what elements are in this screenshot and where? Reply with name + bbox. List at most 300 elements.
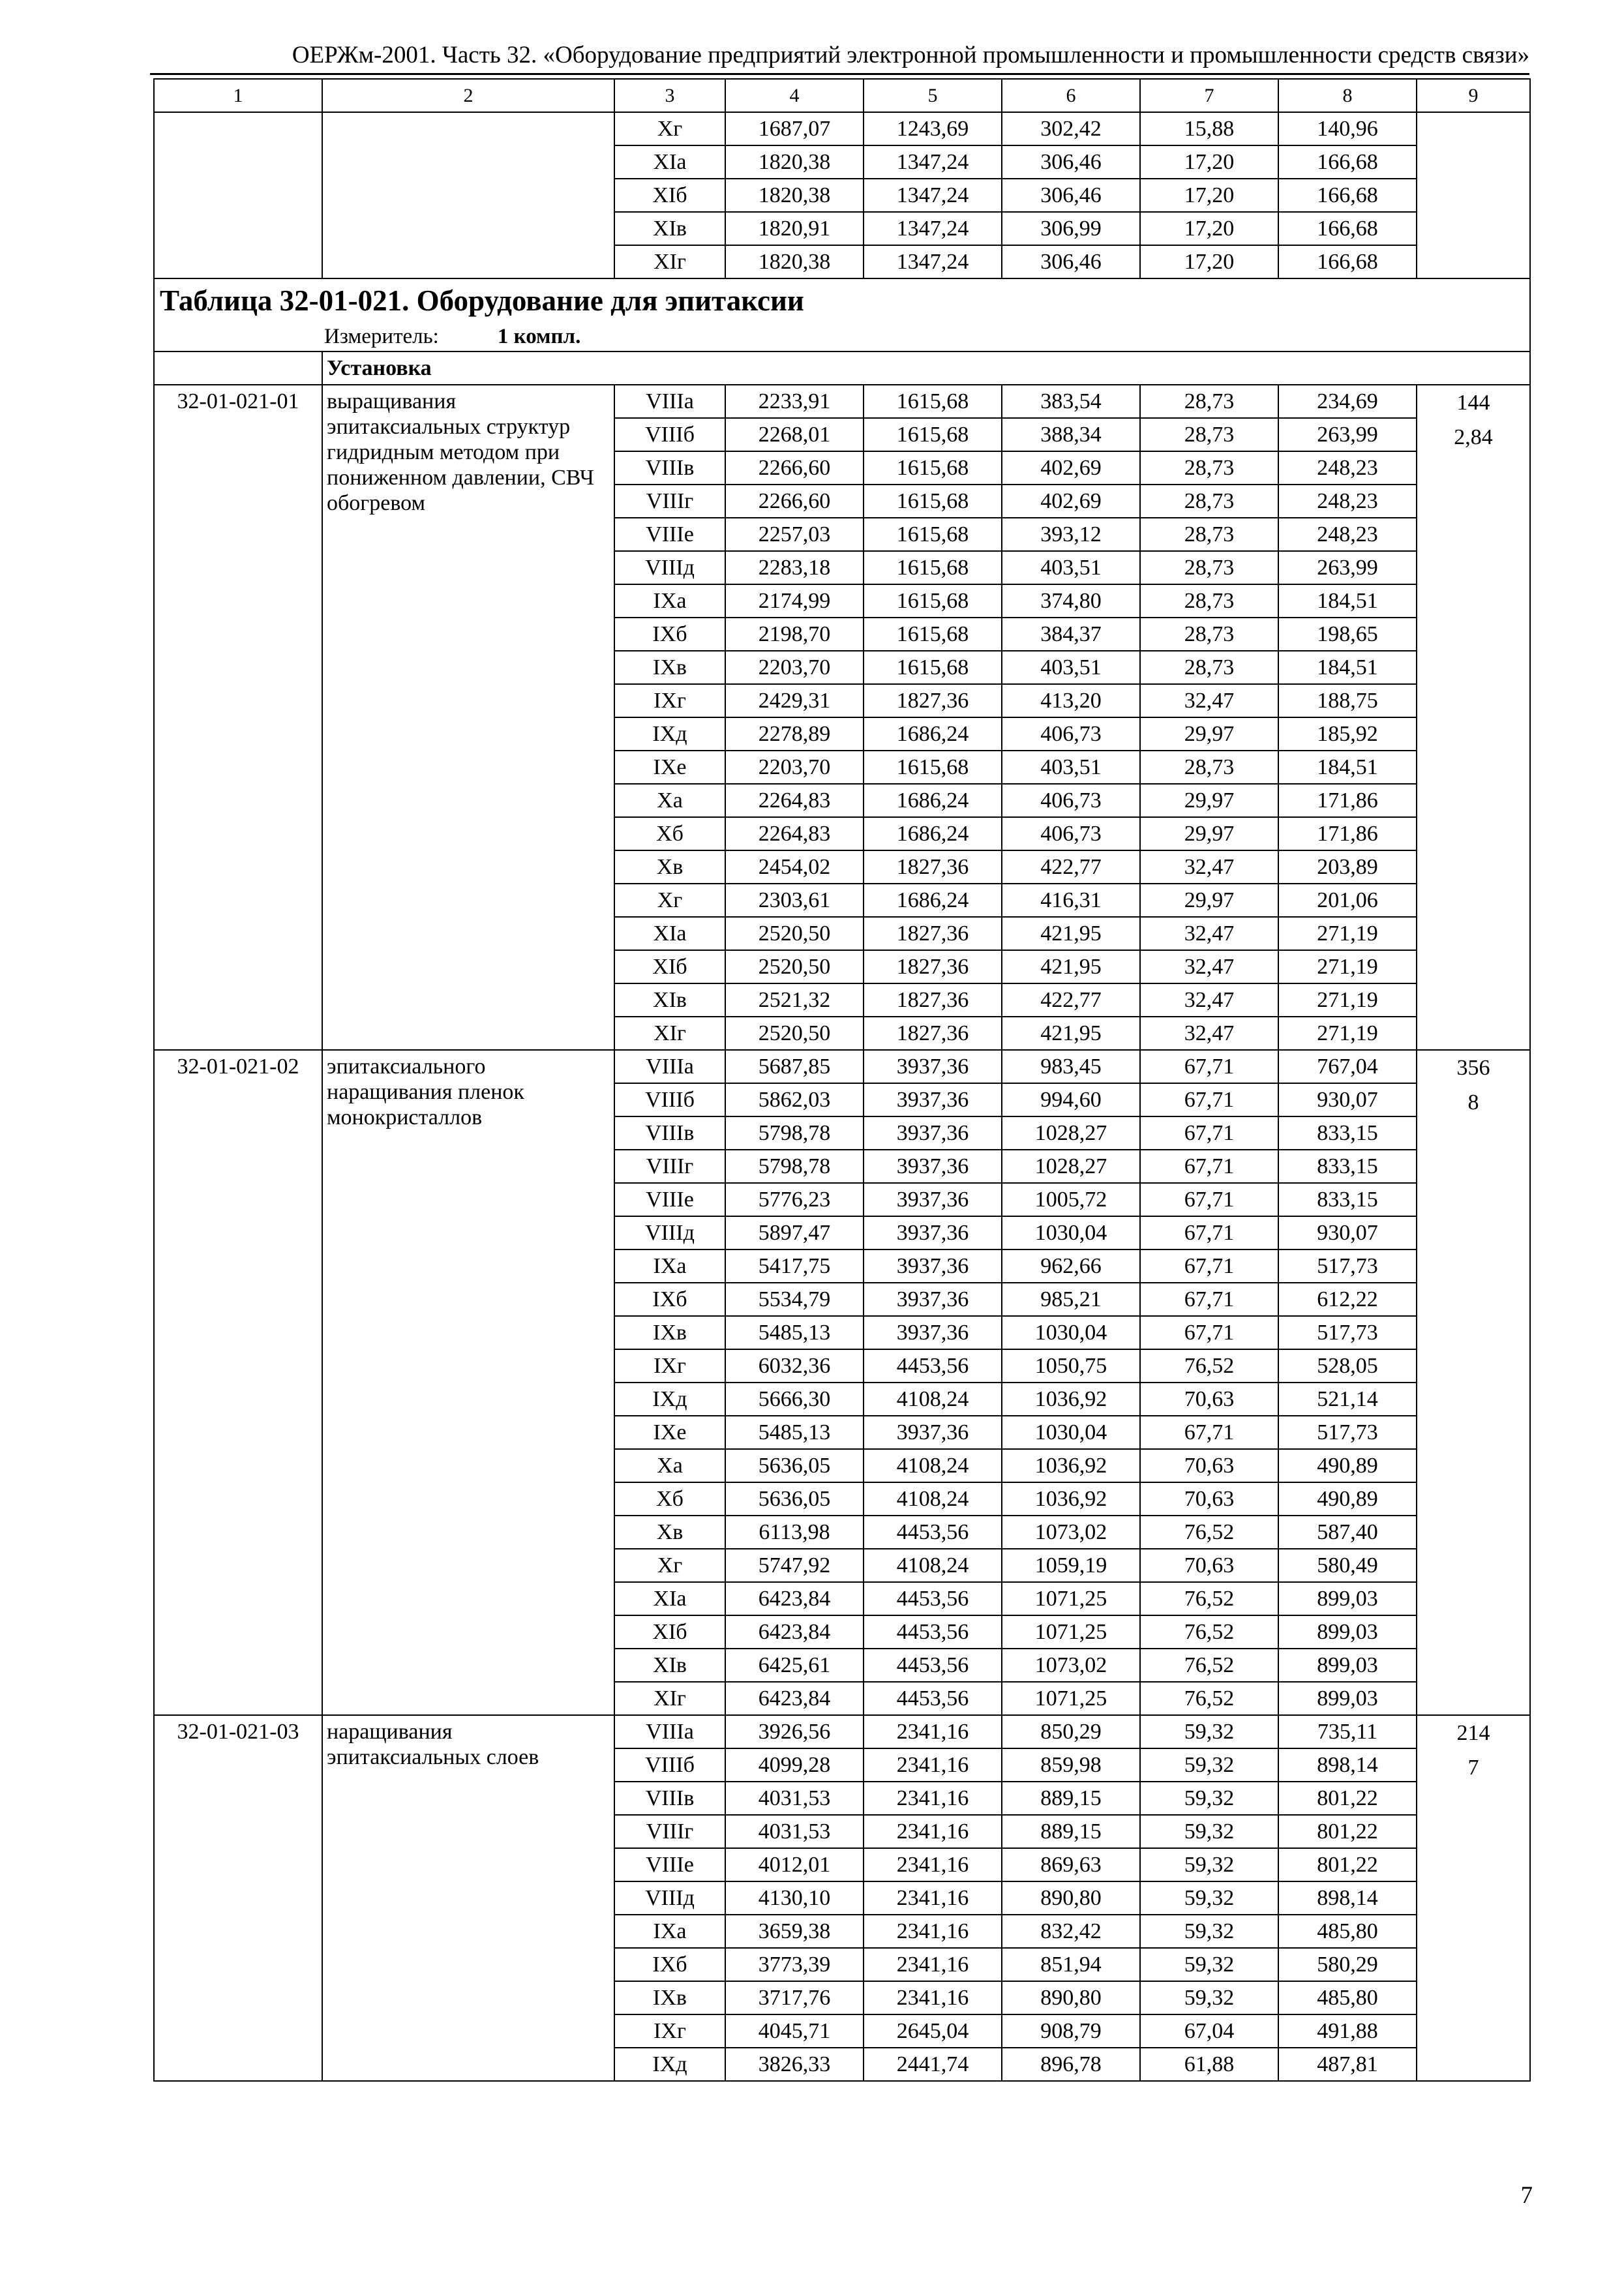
- value-cell: 406,73: [1002, 817, 1140, 850]
- zone-cell: VIIIа: [614, 1715, 725, 1748]
- value-cell: 1615,68: [864, 651, 1002, 684]
- value-cell: 4012,01: [725, 1848, 864, 1881]
- value-cell: 32,47: [1140, 1017, 1278, 1050]
- value-cell: 403,51: [1002, 551, 1140, 584]
- value-cell: 67,71: [1140, 1183, 1278, 1216]
- value-cell: 67,71: [1140, 1216, 1278, 1249]
- zone-cell: XIа: [614, 917, 725, 950]
- value-cell: 2341,16: [864, 1881, 1002, 1915]
- description-cell: выращивания эпитаксиальных структур гидридным методом при пониженном давлении, СВЧ обогревом: [322, 385, 614, 1050]
- value-cell: 171,86: [1278, 817, 1417, 850]
- value-cell: 2341,16: [864, 1815, 1002, 1848]
- value-cell: 2303,61: [725, 884, 864, 917]
- value-cell: 67,71: [1140, 1050, 1278, 1083]
- value-cell: 3937,36: [864, 1150, 1002, 1183]
- value-cell: 2264,83: [725, 817, 864, 850]
- value-cell: 263,99: [1278, 551, 1417, 584]
- value-cell: 517,73: [1278, 1316, 1417, 1349]
- value-cell: 1615,68: [864, 385, 1002, 418]
- zone-cell: VIIIб: [614, 418, 725, 451]
- value-cell: 1036,92: [1002, 1482, 1140, 1516]
- code-cell: [154, 112, 322, 278]
- value-cell: 70,63: [1140, 1482, 1278, 1516]
- zone-cell: VIIIд: [614, 1881, 725, 1915]
- value-cell: 1036,92: [1002, 1449, 1140, 1482]
- value-cell: 59,32: [1140, 1815, 1278, 1848]
- value-cell: 612,22: [1278, 1283, 1417, 1316]
- value-cell: 184,51: [1278, 584, 1417, 618]
- code-cell: 32-01-021-03: [154, 1715, 322, 2081]
- value-cell: 28,73: [1140, 651, 1278, 684]
- value-cell: 1687,07: [725, 112, 864, 145]
- value-cell: 59,32: [1140, 1848, 1278, 1881]
- zone-cell: VIIIе: [614, 518, 725, 551]
- value-cell: 4130,10: [725, 1881, 864, 1915]
- value-cell: 198,65: [1278, 618, 1417, 651]
- value-cell: 1615,68: [864, 451, 1002, 485]
- value-cell: 1028,27: [1002, 1116, 1140, 1150]
- measure-label: Измеритель:: [324, 325, 439, 348]
- value-cell: 1347,24: [864, 145, 1002, 179]
- column-number: 5: [864, 79, 1002, 112]
- table-row: [154, 1715, 1530, 1748]
- column-number: 7: [1140, 79, 1278, 112]
- value-cell: 2341,16: [864, 1915, 1002, 1948]
- value-cell: 1347,24: [864, 212, 1002, 245]
- value-cell: 413,20: [1002, 684, 1140, 717]
- value-cell: 248,23: [1278, 485, 1417, 518]
- value-cell: 15,88: [1140, 112, 1278, 145]
- value-cell: 185,92: [1278, 717, 1417, 751]
- value-cell: 28,73: [1140, 584, 1278, 618]
- section-title: Установка: [322, 352, 1530, 385]
- value-cell: 833,15: [1278, 1116, 1417, 1150]
- value-cell: 403,51: [1002, 651, 1140, 684]
- value-cell: 302,42: [1002, 112, 1140, 145]
- value-cell: 6423,84: [725, 1582, 864, 1615]
- value-cell: 962,66: [1002, 1249, 1140, 1283]
- extra-value: 7: [1467, 1756, 1479, 1780]
- value-cell: 6425,61: [725, 1649, 864, 1682]
- zone-cell: XIг: [614, 1017, 725, 1050]
- value-cell: 930,07: [1278, 1216, 1417, 1249]
- value-cell: 6113,98: [725, 1516, 864, 1549]
- value-cell: 166,68: [1278, 145, 1417, 179]
- value-cell: 28,73: [1140, 751, 1278, 784]
- value-cell: 271,19: [1278, 983, 1417, 1017]
- value-cell: 59,32: [1140, 1782, 1278, 1815]
- value-cell: 1615,68: [864, 518, 1002, 551]
- value-cell: 184,51: [1278, 751, 1417, 784]
- value-cell: 5485,13: [725, 1416, 864, 1449]
- value-cell: 61,88: [1140, 2048, 1278, 2081]
- value-cell: 1615,68: [864, 485, 1002, 518]
- value-cell: 3773,39: [725, 1948, 864, 1981]
- value-cell: 70,63: [1140, 1383, 1278, 1416]
- zone-cell: IXг: [614, 684, 725, 717]
- value-cell: 517,73: [1278, 1249, 1417, 1283]
- value-cell: 32,47: [1140, 917, 1278, 950]
- zone-cell: VIIIб: [614, 1083, 725, 1116]
- value-cell: 5636,05: [725, 1482, 864, 1516]
- value-cell: 17,20: [1140, 212, 1278, 245]
- value-cell: 188,75: [1278, 684, 1417, 717]
- value-cell: 1686,24: [864, 717, 1002, 751]
- value-cell: 4045,71: [725, 2014, 864, 2048]
- value-cell: 76,52: [1140, 1615, 1278, 1649]
- value-cell: 271,19: [1278, 1017, 1417, 1050]
- table-row: [154, 112, 1530, 145]
- value-cell: 1827,36: [864, 684, 1002, 717]
- value-cell: 1686,24: [864, 817, 1002, 850]
- value-cell: 833,15: [1278, 1183, 1417, 1216]
- zone-cell: VIIIг: [614, 485, 725, 518]
- value-cell: 898,14: [1278, 1748, 1417, 1782]
- value-cell: 29,97: [1140, 884, 1278, 917]
- value-cell: 421,95: [1002, 950, 1140, 983]
- value-cell: 59,32: [1140, 1981, 1278, 2014]
- zone-cell: VIIIе: [614, 1183, 725, 1216]
- value-cell: 4453,56: [864, 1649, 1002, 1682]
- table-title-row: [154, 278, 1530, 352]
- value-cell: 421,95: [1002, 917, 1140, 950]
- value-cell: 3937,36: [864, 1416, 1002, 1449]
- value-cell: 2266,60: [725, 485, 864, 518]
- value-cell: 5417,75: [725, 1249, 864, 1283]
- zone-cell: IXе: [614, 1416, 725, 1449]
- value-cell: 1005,72: [1002, 1183, 1140, 1216]
- value-cell: 5666,30: [725, 1383, 864, 1416]
- value-cell: 263,99: [1278, 418, 1417, 451]
- zone-cell: VIIIе: [614, 1848, 725, 1881]
- value-cell: 403,51: [1002, 751, 1140, 784]
- column-number: 8: [1278, 79, 1417, 112]
- value-cell: 4453,56: [864, 1516, 1002, 1549]
- value-cell: 521,14: [1278, 1383, 1417, 1416]
- value-cell: 1071,25: [1002, 1682, 1140, 1715]
- zone-cell: VIIIа: [614, 385, 725, 418]
- column-number: 3: [614, 79, 725, 112]
- value-cell: 5798,78: [725, 1150, 864, 1183]
- value-cell: 388,34: [1002, 418, 1140, 451]
- zone-cell: XIг: [614, 245, 725, 278]
- value-cell: 166,68: [1278, 212, 1417, 245]
- zone-cell: Xв: [614, 1516, 725, 1549]
- value-cell: 994,60: [1002, 1083, 1140, 1116]
- value-cell: 1827,36: [864, 950, 1002, 983]
- value-cell: 3937,36: [864, 1183, 1002, 1216]
- value-cell: 1615,68: [864, 418, 1002, 451]
- value-cell: 1073,02: [1002, 1649, 1140, 1682]
- value-cell: 76,52: [1140, 1649, 1278, 1682]
- value-cell: 3937,36: [864, 1050, 1002, 1083]
- value-cell: 801,22: [1278, 1782, 1417, 1815]
- zone-cell: XIб: [614, 179, 725, 212]
- value-cell: 983,45: [1002, 1050, 1140, 1083]
- value-cell: 1036,92: [1002, 1383, 1140, 1416]
- value-cell: 801,22: [1278, 1848, 1417, 1881]
- value-cell: 6423,84: [725, 1682, 864, 1715]
- value-cell: 580,29: [1278, 1948, 1417, 1981]
- zone-cell: VIIIд: [614, 551, 725, 584]
- value-cell: 4108,24: [864, 1482, 1002, 1516]
- zone-cell: VIIIв: [614, 1116, 725, 1150]
- value-cell: 4453,56: [864, 1682, 1002, 1715]
- value-cell: 2278,89: [725, 717, 864, 751]
- value-cell: 485,80: [1278, 1915, 1417, 1948]
- value-cell: 28,73: [1140, 518, 1278, 551]
- value-cell: 383,54: [1002, 385, 1140, 418]
- value-cell: 2454,02: [725, 850, 864, 884]
- value-cell: 28,73: [1140, 551, 1278, 584]
- zone-cell: Xг: [614, 112, 725, 145]
- zone-cell: IXа: [614, 584, 725, 618]
- value-cell: 4108,24: [864, 1549, 1002, 1582]
- zone-cell: IXв: [614, 1981, 725, 2014]
- value-cell: 59,32: [1140, 1915, 1278, 1948]
- value-cell: 850,29: [1002, 1715, 1140, 1748]
- value-cell: 28,73: [1140, 485, 1278, 518]
- value-cell: 2341,16: [864, 1848, 1002, 1881]
- value-cell: 3937,36: [864, 1216, 1002, 1249]
- value-cell: 1030,04: [1002, 1316, 1140, 1349]
- value-cell: 29,97: [1140, 717, 1278, 751]
- value-cell: 67,71: [1140, 1316, 1278, 1349]
- zone-cell: VIIIг: [614, 1150, 725, 1183]
- value-cell: 1615,68: [864, 551, 1002, 584]
- value-cell: 3926,56: [725, 1715, 864, 1748]
- value-cell: 1686,24: [864, 884, 1002, 917]
- value-cell: 2341,16: [864, 1748, 1002, 1782]
- extra-value: 214: [1456, 1721, 1490, 1745]
- extra-cell: [1417, 385, 1530, 1050]
- value-cell: 1820,38: [725, 145, 864, 179]
- value-cell: 908,79: [1002, 2014, 1140, 2048]
- value-cell: 2198,70: [725, 618, 864, 651]
- value-cell: 2174,99: [725, 584, 864, 618]
- value-cell: 1243,69: [864, 112, 1002, 145]
- value-cell: 2520,50: [725, 1017, 864, 1050]
- value-cell: 234,69: [1278, 385, 1417, 418]
- zone-cell: IXд: [614, 717, 725, 751]
- value-cell: 896,78: [1002, 2048, 1140, 2081]
- zone-cell: IXв: [614, 651, 725, 684]
- value-cell: 899,03: [1278, 1682, 1417, 1715]
- zone-cell: XIв: [614, 983, 725, 1017]
- value-cell: 899,03: [1278, 1582, 1417, 1615]
- value-cell: 4108,24: [864, 1449, 1002, 1482]
- code-cell: 32-01-021-01: [154, 385, 322, 1050]
- value-cell: 1050,75: [1002, 1349, 1140, 1383]
- column-number: 1: [154, 79, 322, 112]
- value-cell: 1827,36: [864, 983, 1002, 1017]
- code-cell: [154, 352, 322, 385]
- zone-cell: IXб: [614, 1948, 725, 1981]
- value-cell: 422,77: [1002, 983, 1140, 1017]
- measure-value: 1 компл.: [497, 325, 581, 348]
- value-cell: 28,73: [1140, 451, 1278, 485]
- description-cell: эпитаксиального наращивания пленок монокристаллов: [322, 1050, 614, 1715]
- value-cell: 2429,31: [725, 684, 864, 717]
- value-cell: 4453,56: [864, 1615, 1002, 1649]
- value-cell: 374,80: [1002, 584, 1140, 618]
- extra-value: 144: [1456, 391, 1490, 415]
- value-cell: 3937,36: [864, 1249, 1002, 1283]
- value-cell: 2203,70: [725, 651, 864, 684]
- value-cell: 67,71: [1140, 1283, 1278, 1316]
- value-cell: 1827,36: [864, 917, 1002, 950]
- value-cell: 76,52: [1140, 1516, 1278, 1549]
- value-cell: 28,73: [1140, 618, 1278, 651]
- value-cell: 406,73: [1002, 717, 1140, 751]
- value-cell: 76,52: [1140, 1582, 1278, 1615]
- value-cell: 70,63: [1140, 1549, 1278, 1582]
- value-cell: 1820,38: [725, 245, 864, 278]
- extra-cell: [1417, 1715, 1530, 2081]
- value-cell: 67,71: [1140, 1116, 1278, 1150]
- zone-cell: XIв: [614, 1649, 725, 1682]
- value-cell: 1347,24: [864, 179, 1002, 212]
- value-cell: 32,47: [1140, 983, 1278, 1017]
- zone-cell: XIа: [614, 1582, 725, 1615]
- value-cell: 1820,38: [725, 179, 864, 212]
- value-cell: 2521,32: [725, 983, 864, 1017]
- zone-cell: Xб: [614, 1482, 725, 1516]
- page-number: 7: [1520, 2182, 1533, 2209]
- value-cell: 1030,04: [1002, 1216, 1140, 1249]
- value-cell: 306,46: [1002, 179, 1140, 212]
- value-cell: 930,07: [1278, 1083, 1417, 1116]
- value-cell: 767,04: [1278, 1050, 1417, 1083]
- value-cell: 5897,47: [725, 1216, 864, 1249]
- value-cell: 985,21: [1002, 1283, 1140, 1316]
- zone-cell: VIIIа: [614, 1050, 725, 1083]
- value-cell: 1827,36: [864, 1017, 1002, 1050]
- value-cell: 5776,23: [725, 1183, 864, 1216]
- value-cell: 4453,56: [864, 1582, 1002, 1615]
- extra-cell: [1417, 1050, 1530, 1715]
- zone-cell: Xб: [614, 817, 725, 850]
- value-cell: 2645,04: [864, 2014, 1002, 2048]
- extra-value: 356: [1456, 1056, 1490, 1080]
- value-cell: 3937,36: [864, 1116, 1002, 1150]
- code-cell: 32-01-021-02: [154, 1050, 322, 1715]
- column-number-row: [154, 79, 1530, 112]
- value-cell: 2341,16: [864, 1782, 1002, 1815]
- zone-cell: Xг: [614, 884, 725, 917]
- value-cell: 2283,18: [725, 551, 864, 584]
- value-cell: 2341,16: [864, 1981, 1002, 2014]
- value-cell: 271,19: [1278, 950, 1417, 983]
- value-cell: 28,73: [1140, 385, 1278, 418]
- value-cell: 2203,70: [725, 751, 864, 784]
- zone-cell: VIIIв: [614, 451, 725, 485]
- value-cell: 1615,68: [864, 584, 1002, 618]
- column-number: 4: [725, 79, 864, 112]
- value-cell: 3937,36: [864, 1316, 1002, 1349]
- table-title-cell: [154, 278, 1530, 352]
- value-cell: 801,22: [1278, 1815, 1417, 1848]
- value-cell: 735,11: [1278, 1715, 1417, 1748]
- value-cell: 306,99: [1002, 212, 1140, 245]
- value-cell: 1820,91: [725, 212, 864, 245]
- value-cell: 5534,79: [725, 1283, 864, 1316]
- value-cell: 248,23: [1278, 518, 1417, 551]
- value-cell: 4031,53: [725, 1815, 864, 1848]
- value-cell: 29,97: [1140, 784, 1278, 817]
- value-cell: 271,19: [1278, 917, 1417, 950]
- zone-cell: XIг: [614, 1682, 725, 1715]
- rates-table: [153, 78, 1531, 2082]
- value-cell: 4031,53: [725, 1782, 864, 1815]
- value-cell: 416,31: [1002, 884, 1140, 917]
- value-cell: 528,05: [1278, 1349, 1417, 1383]
- value-cell: 3937,36: [864, 1083, 1002, 1116]
- zone-cell: XIа: [614, 145, 725, 179]
- value-cell: 32,47: [1140, 950, 1278, 983]
- zone-cell: XIб: [614, 950, 725, 983]
- value-cell: 4453,56: [864, 1349, 1002, 1383]
- value-cell: 402,69: [1002, 485, 1140, 518]
- value-cell: 485,80: [1278, 1981, 1417, 2014]
- value-cell: 5798,78: [725, 1116, 864, 1150]
- value-cell: 384,37: [1002, 618, 1140, 651]
- value-cell: 17,20: [1140, 245, 1278, 278]
- value-cell: 32,47: [1140, 850, 1278, 884]
- zone-cell: Xг: [614, 1549, 725, 1582]
- value-cell: 166,68: [1278, 179, 1417, 212]
- zone-cell: IXа: [614, 1249, 725, 1283]
- value-cell: 1347,24: [864, 245, 1002, 278]
- value-cell: 859,98: [1002, 1748, 1140, 1782]
- value-cell: 140,96: [1278, 112, 1417, 145]
- value-cell: 67,71: [1140, 1249, 1278, 1283]
- value-cell: 1030,04: [1002, 1416, 1140, 1449]
- column-number: 9: [1417, 79, 1530, 112]
- value-cell: 76,52: [1140, 1349, 1278, 1383]
- value-cell: 248,23: [1278, 451, 1417, 485]
- value-cell: 5747,92: [725, 1549, 864, 1582]
- value-cell: 402,69: [1002, 451, 1140, 485]
- value-cell: 3826,33: [725, 2048, 864, 2081]
- value-cell: 70,63: [1140, 1449, 1278, 1482]
- zone-cell: Xа: [614, 784, 725, 817]
- value-cell: 29,97: [1140, 817, 1278, 850]
- zone-cell: Xв: [614, 850, 725, 884]
- value-cell: 899,03: [1278, 1649, 1417, 1682]
- value-cell: 5687,85: [725, 1050, 864, 1083]
- zone-cell: VIIIг: [614, 1815, 725, 1848]
- value-cell: 3937,36: [864, 1283, 1002, 1316]
- value-cell: 5636,05: [725, 1449, 864, 1482]
- value-cell: 171,86: [1278, 784, 1417, 817]
- zone-cell: Xа: [614, 1449, 725, 1482]
- value-cell: 1615,68: [864, 751, 1002, 784]
- value-cell: 59,32: [1140, 1748, 1278, 1782]
- value-cell: 32,47: [1140, 684, 1278, 717]
- description-cell: [322, 112, 614, 278]
- value-cell: 3717,76: [725, 1981, 864, 2014]
- zone-cell: IXв: [614, 1316, 725, 1349]
- value-cell: 517,73: [1278, 1416, 1417, 1449]
- value-cell: 1686,24: [864, 784, 1002, 817]
- extra-value: 8: [1467, 1090, 1479, 1115]
- column-number: 6: [1002, 79, 1140, 112]
- value-cell: 889,15: [1002, 1815, 1140, 1848]
- value-cell: 67,71: [1140, 1083, 1278, 1116]
- value-cell: 422,77: [1002, 850, 1140, 884]
- running-header: ОЕРЖм-2001. Часть 32. «Оборудование предприятий электронной промышленности и промышленности средств связи»: [150, 39, 1529, 75]
